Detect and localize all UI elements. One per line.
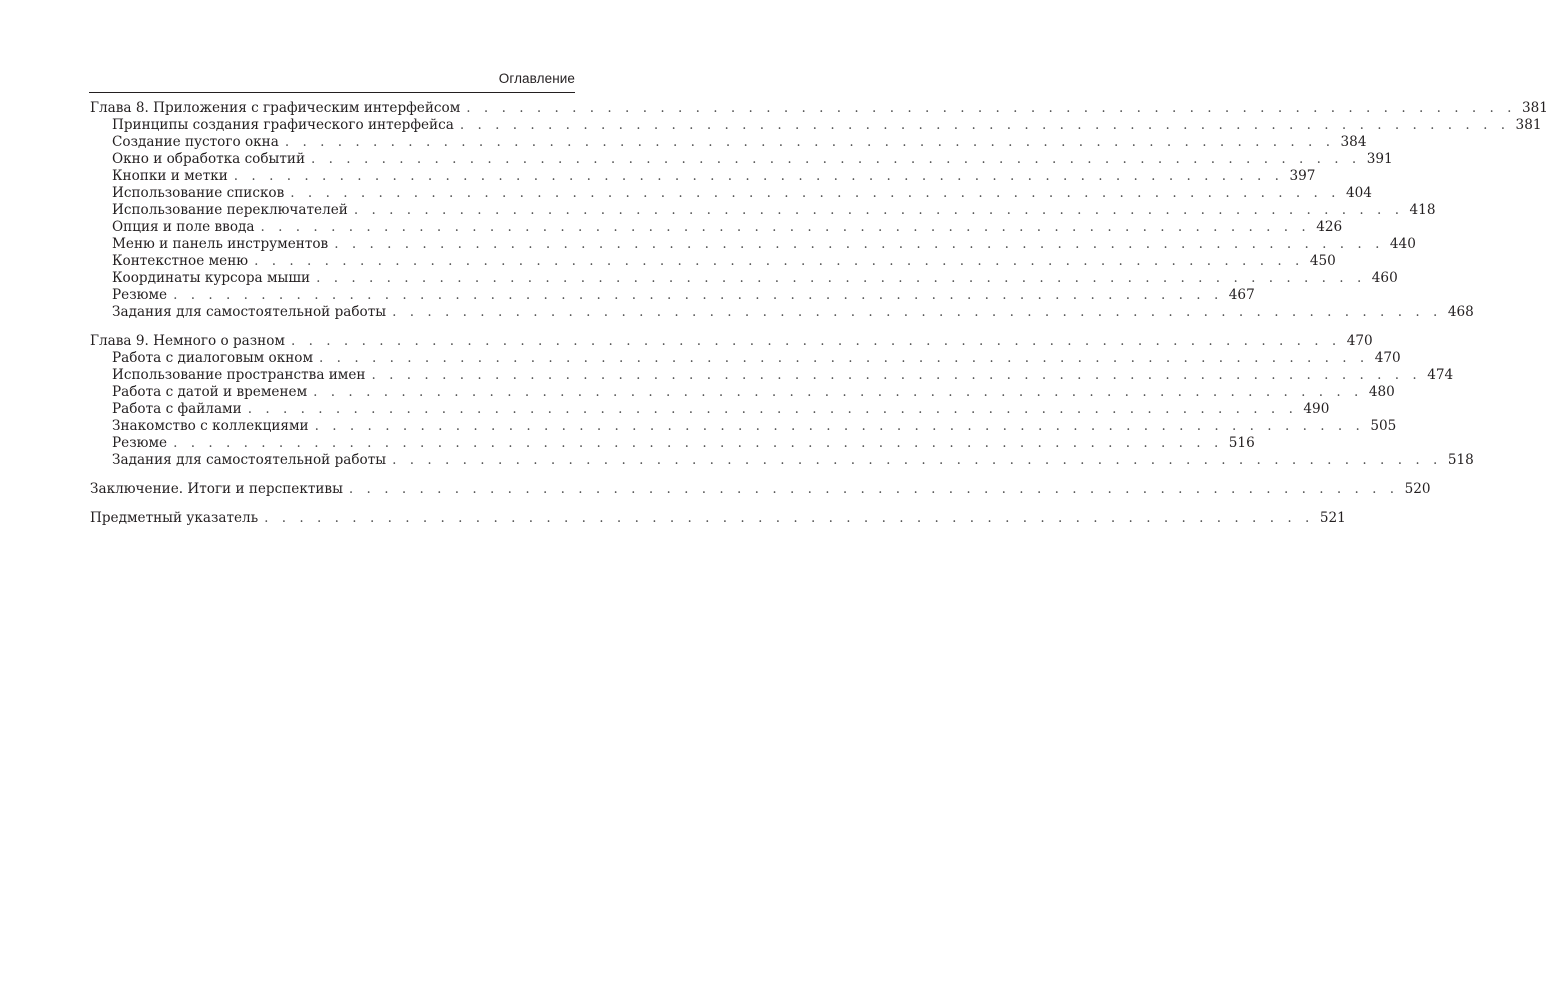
entry-page-number: 490 — [1303, 401, 1330, 417]
dot-leader: . . . . . . . . . . . . . . . . . . . . . . . . . . . . . . . . . . . . . . . . . . . . . . . . . . . . . . . . . . . . — [348, 481, 1399, 497]
entry-page-number: 470 — [1374, 350, 1401, 366]
dot-leader: . . . . . . . . . . . . . . . . . . . . . . . . . . . . . . . . . . . . . . . . . . . . . . . . . . . . . . . . . . . . — [311, 151, 1361, 167]
entry-page-number: 505 — [1370, 418, 1397, 434]
dot-leader: . . . . . . . . . . . . . . . . . . . . . . . . . . . . . . . . . . . . . . . . . . . . . . . . . . . . . . . . . . . . — [392, 304, 1442, 320]
entry-title: Задания для самостоятельной работы — [112, 304, 387, 320]
entry-title: Создание пустого окна — [112, 134, 279, 150]
entry-title: Глава 8. Приложения с графическим интерфейсом — [90, 100, 461, 116]
header-divider — [89, 92, 575, 93]
entry-title: Окно и обработка событий — [112, 151, 306, 167]
toc-section-entry[interactable] — [90, 304, 1474, 321]
dot-leader: . . . . . . . . . . . . . . . . . . . . . . . . . . . . . . . . . . . . . . . . . . . . . . . . . . . . . . . . . . . . — [247, 401, 1298, 417]
toc-section-entry[interactable] — [90, 117, 1542, 134]
entry-page-number: 418 — [1409, 202, 1436, 218]
dot-leader: . . . . . . . . . . . . . . . . . . . . . . . . . . . . . . . . . . . . . . . . . . . . . . . . . . . . . . . . . . . . — [173, 435, 1223, 451]
dot-leader: . . . . . . . . . . . . . . . . . . . . . . . . . . . . . . . . . . . . . . . . . . . . . . . . . . . . . . . . . . . . — [319, 350, 1369, 366]
entry-page-number: 470 — [1346, 333, 1373, 349]
entry-page-number: 391 — [1366, 151, 1393, 167]
entry-title: Знакомство с коллекциями — [112, 418, 309, 434]
entry-page-number: 480 — [1368, 384, 1395, 400]
toc-chapter-entry[interactable] — [90, 510, 1346, 527]
entry-title: Заключение. Итоги и перспективы — [90, 481, 343, 497]
chapter-spacer — [90, 498, 574, 510]
entry-title: Глава 9. Немного о разном — [90, 333, 285, 349]
entry-title: Резюме — [112, 287, 168, 303]
entry-title: Контекстное меню — [112, 253, 249, 269]
toc-section-entry[interactable] — [90, 236, 1416, 253]
toc-section-entry[interactable] — [90, 151, 1393, 168]
toc-section-entry[interactable] — [90, 168, 1316, 185]
entry-page-number: 384 — [1340, 134, 1367, 150]
dot-leader: . . . . . . . . . . . . . . . . . . . . . . . . . . . . . . . . . . . . . . . . . . . . . . . . . . . . . . . . . . . . — [284, 134, 1335, 150]
entry-title: Использование пространства имен — [112, 367, 366, 383]
table-of-contents — [90, 100, 1548, 527]
dot-leader: . . . . . . . . . . . . . . . . . . . . . . . . . . . . . . . . . . . . . . . . . . . . . . . . . . . . . . . . . . . . — [264, 510, 1314, 526]
entry-title: Меню и панель инструментов — [112, 236, 329, 252]
entry-title: Задания для самостоятельной работы — [112, 452, 387, 468]
entry-title: Кнопки и метки — [112, 168, 228, 184]
entry-page-number: 518 — [1447, 452, 1474, 468]
toc-chapter-entry[interactable] — [90, 100, 1548, 117]
entry-page-number: 381 — [1522, 100, 1548, 116]
toc-section-entry[interactable] — [90, 401, 1330, 418]
entry-title: Использование списков — [112, 185, 285, 201]
dot-leader: . . . . . . . . . . . . . . . . . . . . . . . . . . . . . . . . . . . . . . . . . . . . . . . . . . . . . . . . . . . . — [459, 117, 1510, 133]
running-header-title: Оглавление — [498, 71, 575, 86]
dot-leader: . . . . . . . . . . . . . . . . . . . . . . . . . . . . . . . . . . . . . . . . . . . . . . . . . . . . . . . . . . . . — [371, 367, 1422, 383]
entry-page-number: 426 — [1316, 219, 1343, 235]
dot-leader: . . . . . . . . . . . . . . . . . . . . . . . . . . . . . . . . . . . . . . . . . . . . . . . . . . . . . . . . . . . . — [392, 452, 1442, 468]
dot-leader: . . . . . . . . . . . . . . . . . . . . . . . . . . . . . . . . . . . . . . . . . . . . . . . . . . . . . . . . . . . . — [334, 236, 1384, 252]
toc-section-entry[interactable] — [90, 418, 1397, 435]
dot-leader: . . . . . . . . . . . . . . . . . . . . . . . . . . . . . . . . . . . . . . . . . . . . . . . . . . . . . . . . . . . . — [291, 333, 1341, 349]
toc-section-entry[interactable] — [90, 384, 1395, 401]
dot-leader: . . . . . . . . . . . . . . . . . . . . . . . . . . . . . . . . . . . . . . . . . . . . . . . . . . . . . . . . . . . . — [233, 168, 1284, 184]
entry-page-number: 516 — [1228, 435, 1255, 451]
toc-section-entry[interactable] — [90, 185, 1372, 202]
dot-leader: . . . . . . . . . . . . . . . . . . . . . . . . . . . . . . . . . . . . . . . . . . . . . . . . . . . . . . . . . . . . — [290, 185, 1340, 201]
dot-leader: . . . . . . . . . . . . . . . . . . . . . . . . . . . . . . . . . . . . . . . . . . . . . . . . . . . . . . . . . . . . — [254, 253, 1304, 269]
chapter-spacer — [90, 321, 574, 333]
entry-title: Работа с датой и временем — [112, 384, 308, 400]
dot-leader: . . . . . . . . . . . . . . . . . . . . . . . . . . . . . . . . . . . . . . . . . . . . . . . . . . . . . . . . . . . . — [353, 202, 1404, 218]
chapter-spacer — [90, 469, 574, 481]
entry-title: Предметный указатель — [90, 510, 259, 526]
entry-title: Работа с диалоговым окном — [112, 350, 314, 366]
toc-section-entry[interactable] — [90, 435, 1255, 452]
toc-section-entry[interactable] — [90, 253, 1336, 270]
toc-section-entry[interactable] — [90, 367, 1454, 384]
entry-page-number: 460 — [1371, 270, 1398, 286]
entry-page-number: 397 — [1289, 168, 1316, 184]
entry-page-number: 521 — [1319, 510, 1346, 526]
entry-page-number: 450 — [1309, 253, 1336, 269]
entry-title: Использование переключателей — [112, 202, 348, 218]
entry-page-number: 468 — [1447, 304, 1474, 320]
dot-leader: . . . . . . . . . . . . . . . . . . . . . . . . . . . . . . . . . . . . . . . . . . . . . . . . . . . . . . . . . . . . — [313, 384, 1363, 400]
toc-section-entry[interactable] — [90, 452, 1474, 469]
entry-title: Координаты курсора мыши — [112, 270, 311, 286]
entry-page-number: 404 — [1346, 185, 1372, 201]
dot-leader: . . . . . . . . . . . . . . . . . . . . . . . . . . . . . . . . . . . . . . . . . . . . . . . . . . . . . . . . . . . . — [316, 270, 1366, 286]
toc-chapter-entry[interactable] — [90, 481, 1431, 498]
dot-leader: . . . . . . . . . . . . . . . . . . . . . . . . . . . . . . . . . . . . . . . . . . . . . . . . . . . . . . . . . . . . — [466, 100, 1516, 116]
entry-page-number: 467 — [1228, 287, 1255, 303]
dot-leader: . . . . . . . . . . . . . . . . . . . . . . . . . . . . . . . . . . . . . . . . . . . . . . . . . . . . . . . . . . . . — [260, 219, 1311, 235]
toc-section-entry[interactable] — [90, 270, 1398, 287]
entry-page-number: 440 — [1389, 236, 1416, 252]
entry-page-number: 474 — [1427, 367, 1454, 383]
toc-chapter-entry[interactable] — [90, 333, 1373, 350]
toc-section-entry[interactable] — [90, 287, 1255, 304]
entry-title: Принципы создания графического интерфейса — [112, 117, 454, 133]
entry-title: Резюме — [112, 435, 168, 451]
toc-section-entry[interactable] — [90, 134, 1367, 151]
toc-section-entry[interactable] — [90, 219, 1343, 236]
dot-leader: . . . . . . . . . . . . . . . . . . . . . . . . . . . . . . . . . . . . . . . . . . . . . . . . . . . . . . . . . . . . — [173, 287, 1223, 303]
entry-page-number: 381 — [1515, 117, 1542, 133]
entry-title: Работа с файлами — [112, 401, 242, 417]
entry-title: Опция и поле ввода — [112, 219, 255, 235]
toc-section-entry[interactable] — [90, 350, 1401, 367]
entry-page-number: 520 — [1404, 481, 1431, 497]
dot-leader: . . . . . . . . . . . . . . . . . . . . . . . . . . . . . . . . . . . . . . . . . . . . . . . . . . . . . . . . . . . . — [314, 418, 1365, 434]
toc-section-entry[interactable] — [90, 202, 1436, 219]
